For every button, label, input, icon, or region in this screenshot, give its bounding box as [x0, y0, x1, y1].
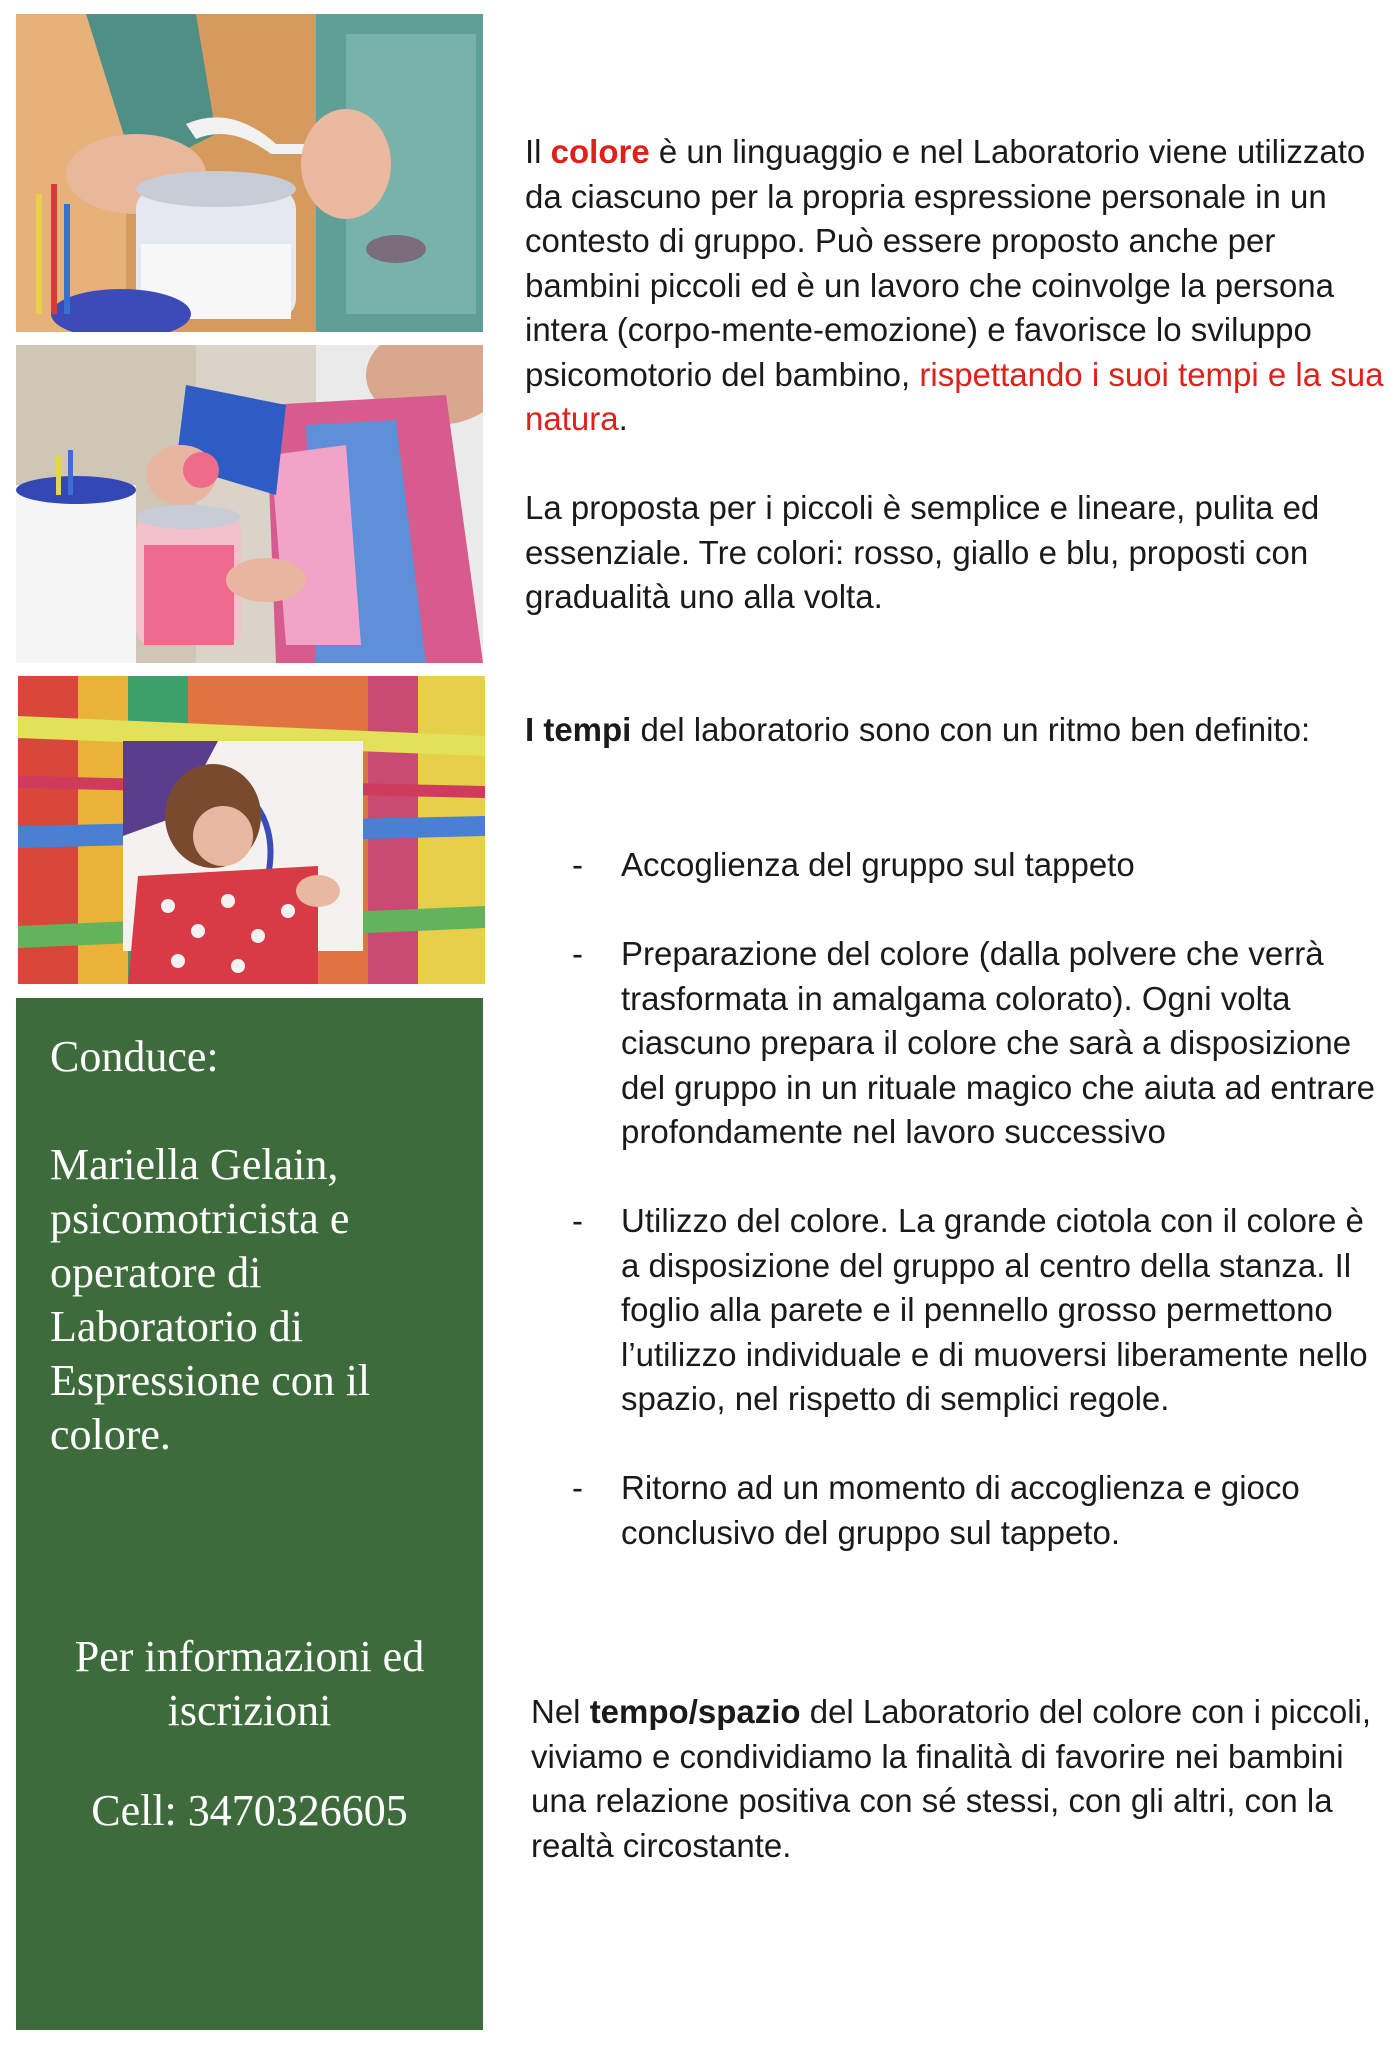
intro-body: è un linguaggio e nel Laboratorio viene utilizzato da ciascuno per la propria espressione personale in un contesto di gruppo. Può essere proposto anche per bambini piccoli ed è un lavoro che coinvolge la persona intera (corpo-mente-emozione) e favorisce lo sviluppo psicomotorio del bambino, [525, 133, 1366, 393]
intro-lead: Il [525, 133, 551, 170]
steps-list [525, 843, 1385, 1600]
phone-number: Cell: 3470326605 [91, 1786, 408, 1835]
step-text: Accoglienza del gruppo sul tappeto [621, 846, 1135, 883]
conduce-label: Conduce: [50, 1032, 219, 1081]
list-item [525, 1199, 1385, 1422]
list-item [525, 932, 1385, 1155]
intro-highlight: rispettando i suoi tempi e la sua natura [525, 355, 1384, 437]
intro-end: . [618, 400, 628, 437]
closing-paragraph [531, 1690, 1391, 1868]
conduce-text: Mariella Gelain, psicomotricista e operatore di Laboratorio di Espressione con il colore. [50, 1140, 371, 1459]
info-label: Per informazioni ed iscrizioni [74, 1632, 425, 1735]
step-text: Utilizzo del colore. La grande ciotola con il colore è a disposizione del gruppo al centro della stanza. Il foglio alla parete e il pennello grosso permettono l’utilizzo individuale e di muoversi liberamente nello spazio, nel rispetto di semplici regole. [621, 1202, 1368, 1417]
list-item [525, 843, 1385, 888]
list-item [525, 1466, 1385, 1555]
photo-child-pink-jar [16, 345, 483, 663]
proposal-paragraph [525, 486, 1385, 620]
photo-paint-powder-jars [16, 14, 483, 332]
bullet-dash: - [572, 846, 583, 883]
step-text: Ritorno ad un momento di accoglienza e gioco conclusivo del gruppo sul tappeto. [621, 1469, 1300, 1551]
tempi-rest: del laboratorio sono con un ritmo ben definito: [631, 711, 1311, 748]
closing-bold: tempo/spazio [589, 1693, 801, 1730]
contact-panel [16, 998, 483, 2030]
bullet-dash: - [572, 1202, 583, 1239]
photo-child-painting-wall [18, 676, 485, 984]
tempi-bold: I tempi [525, 711, 632, 748]
bullet-dash: - [572, 935, 583, 972]
closing-lead: Nel [531, 1693, 590, 1730]
tempi-paragraph [525, 708, 1385, 753]
intro-keyword-colore: colore [550, 133, 650, 170]
bullet-dash: - [572, 1469, 583, 1506]
intro-paragraph [525, 130, 1385, 442]
step-text: Preparazione del colore (dalla polvere che verrà trasformata in amalgama colorato). Ogni volta ciascuno prepara il colore che sarà a disposizione del gruppo in un rituale magico che aiuta ad entrare profondamente nel lavoro successivo [621, 935, 1375, 1150]
closing-rest: del Laboratorio del colore con i piccoli, viviamo e condividiamo la finalità di favorire nei bambini una relazione positiva con sé stessi, con gli altri, con la realtà circostante. [531, 1693, 1372, 1864]
proposal-text: La proposta per i piccoli è semplice e lineare, pulita ed essenziale. Tre colori: rosso, giallo e blu, proposti con gradualità uno alla volta. [525, 489, 1320, 615]
